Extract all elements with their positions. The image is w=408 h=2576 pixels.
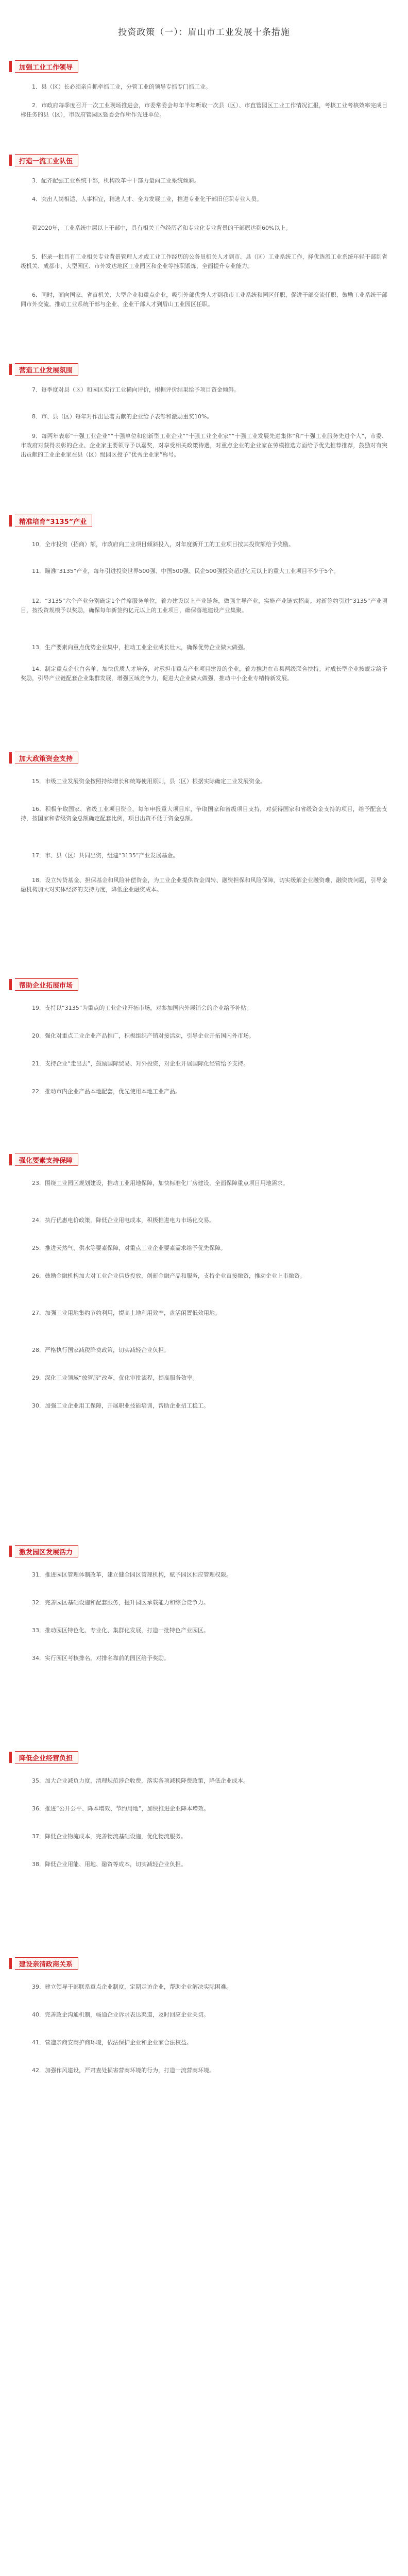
paragraph: 7．每季度对县（区）和园区实行工业横向评价，根据评价结果给予项目资金倾斜。 <box>32 386 240 393</box>
section-title: 激发园区发展活力 <box>15 1545 78 1557</box>
paragraph: 23．围绕工业园区规划建设，推动工业用地保障，加快标准化厂房建设，全面保障重点项目用地需求。 <box>32 1180 288 1187</box>
paragraph: 14．制定重点企业白名单，加快优质人才培养，对承担市重点产业项目建设的企业，着力推进在市县两级联合扶持。对成长型企业按规定给予奖励，引导产业链配套企业集群发展，增强区域竞争力，促进大企业做大做强，推动中小企业专精特新发展。 <box>21 666 387 682</box>
paragraph: 到2020年，工业系统中层以上干部中，具有相关工作经历者和专业化专业背景的干部原达到60%以上。 <box>32 225 292 231</box>
paragraph: 18．设立转贷基金、担保基金和风险补偿资金，为工业企业提供资金周转、融资担保和风险保障，切实缓解企业融资难、融资贵问题，引导金融机构加大对实体经济的支持力度，降低企业融资成本。 <box>21 877 387 893</box>
paragraph: 32．完善园区基础设施和配套服务，提升园区承载能力和综合竞争力。 <box>32 1599 209 1606</box>
paragraph: 25．推进天然气、供水等要素保障，对重点工业企业要素需求给予优先保障。 <box>32 1245 226 1251</box>
paragraph: 33．推动园区特色化、专业化、集群化发展，打造一批特色产业园区。 <box>32 1627 209 1634</box>
paragraph: 40．完善政企沟通机制，畅通企业诉求表达渠道，及时回应企业关切。 <box>32 2011 209 2018</box>
paragraph: 11．瞄准“3135”产业，每年引进投资世界500强、中国500强、民企500强投资超过亿元以上的重大工业项目不少于5个。 <box>32 568 339 574</box>
section-heading-5 <box>9 752 78 764</box>
paragraph: 35．加大企业减负力度，清理规范涉企收费，落实各项减税降费政策，降低企业成本。 <box>32 1777 249 1784</box>
section-marker <box>9 1546 12 1557</box>
section-marker <box>9 752 12 764</box>
paragraph: 39．建立领导干部联系重点企业制度，定期走访企业，帮助企业解决实际困难。 <box>32 1984 232 1990</box>
paragraph: 22．推动市内企业产品本地配套，优先使用本地工业产品。 <box>32 1088 181 1095</box>
paragraph: 27．加强工业用地集约节约利用，提高土地利用效率，盘活闲置低效用地。 <box>32 1310 220 1316</box>
paragraph: 9．每两年表彰“十强工业企业”“十强单位和创新型工业企业”“十强工业企业家”“十强工业发展先进集体”和“十强工业服务先进个人”，市委、市政府对获得表彰的企业、企业家主要领导予以嘉奖，对享受相关政策待遇，对重点企业的企业家在劳模推选方面给予优先推荐推荐，鼓励对有突出贡献的工业企业家在县（区）级园区授予“优秀企业家”称号。 <box>21 433 387 458</box>
paragraph: 15．市级工业发展资金按照持续增长和统筹使用原则，县（区）根据实际确定工业发展资金。 <box>32 778 266 785</box>
section-heading-8 <box>9 1546 78 1557</box>
section-marker <box>9 515 12 527</box>
paragraph: 41．营造亲商安商护商环境，依法保护企业和企业家合法权益。 <box>32 2039 192 2046</box>
section-heading-1 <box>9 61 78 72</box>
section-title: 营造工业发展氛围 <box>15 363 78 376</box>
section-heading-9 <box>9 1752 78 1763</box>
paragraph: 6．同时，面向国家、省直机关、大型企业和重点企业，吸引外部优秀人才到我市工业系统和园区任职，促进干部交流任职、鼓励工业系统干部同市外交流。推动工业系统干部与企业、企业干部人才到眉山工业园区任职。 <box>21 292 387 308</box>
section-heading-2 <box>9 155 78 166</box>
paragraph: 1．县（区）长必须亲自抓牵抓工业，分管工业的领导专抓专门抓工业。 <box>32 83 211 90</box>
section-title: 精准培育“3135”产业 <box>15 515 92 527</box>
paragraph: 34．实行园区考核排名，对排名靠前的园区给予奖励。 <box>32 1655 169 1662</box>
section-title: 强化要素支持保障 <box>15 1154 78 1166</box>
paragraph: 13．生产要素向重点优势企业集中，推动工业企业成长壮大，确保优势企业做大做强。 <box>32 644 249 651</box>
paragraph: 26．鼓励金融机构加大对工业企业信贷投放，创新金融产品和服务，支持企业直接融资，推动企业上市融资。 <box>32 1273 305 1279</box>
section-title: 加强工业工作领导 <box>15 60 78 73</box>
section-marker <box>9 1752 12 1763</box>
page-title: 投资政策（一）：眉山市工业发展十条措施 <box>118 27 290 38</box>
section-marker <box>9 364 12 375</box>
paragraph: 31．推进园区管理体制改革，建立健全园区管理机构，赋予园区相应管理权限。 <box>32 1571 232 1578</box>
paragraph: 4．突出人岗相适、人事相宜，精选人才、全力发展工业，推进专业化干部旧任职专业人员。 <box>32 196 262 202</box>
paragraph: 10．全市投资（招商）额，市政府向工业项目倾斜投入，对年度新开工的工业项目按其投资额给予奖励。 <box>32 541 294 548</box>
section-title: 帮助企业拓展市场 <box>15 978 78 991</box>
section-marker <box>9 155 12 166</box>
section-marker <box>9 1958 12 1969</box>
paragraph: 2．市政府每季度召开一次工业现场推进会，市委常委会每年半年听取一次县（区）、市直管园区工业工作情况汇报，考核工业考核效率完成目标任务的县（区），市政府管园区暨委会作所作先进单位。 <box>21 102 387 118</box>
paragraph: 24．执行优惠电价政策，降低企业用电成本，积极推进电力市场化交易。 <box>32 1217 215 1224</box>
paragraph: 29．深化工业领域“放管服”改革，优化审批流程，提高服务效率。 <box>32 1375 198 1381</box>
paragraph: 3．配齐配强工业系统干部，机构改革中干部力量向工业系统倾斜。 <box>32 177 200 184</box>
paragraph: 28．严格执行国家减税降费政策，切实减轻企业负担。 <box>32 1347 169 1353</box>
section-title: 降低企业经营负担 <box>15 1751 78 1764</box>
section-marker <box>9 979 12 990</box>
paragraph: 37．降低企业物流成本，完善物流基础设施，优化物流服务。 <box>32 1833 186 1840</box>
paragraph: 21．支持企业“走出去”，鼓励国际贸易、对外投资，对企业开展国际化经营给予支持。 <box>32 1060 249 1067</box>
paragraph: 36．推进“公开公平、降本增效、节约用地”，加快推进企业降本增效。 <box>32 1805 210 1812</box>
section-marker <box>9 61 12 72</box>
paragraph: 38．降低企业用能、用地、融资等成本，切实减轻企业负担。 <box>32 1861 186 1868</box>
paragraph: 30．加强工业企业用工保障，开展职业技能培训，帮助企业招工稳工。 <box>32 1402 209 1409</box>
section-heading-7 <box>9 1154 78 1165</box>
section-heading-10 <box>9 1958 78 1969</box>
section-marker <box>9 1154 12 1165</box>
section-heading-4 <box>9 515 92 527</box>
paragraph: 42．加强作风建设，严肃查处损害营商环境的行为，打造一流营商环境。 <box>32 2067 215 2074</box>
section-heading-3 <box>9 364 78 375</box>
section-title: 建设亲清政商关系 <box>15 1957 78 1970</box>
paragraph: 8．市、县（区）每年对作出显著贡献的企业给予表彰和激励重奖10%。 <box>32 413 213 420</box>
paragraph: 12．“3135”六个产业分别确定1个首席服务单位，着力建设以上产业链条，做强主导产业，实施产业链式招商。对新签约引进“3135”产业项目，按投资规模予以奖励，确保每年新签约亿元以上的工业项目，确保落地建设产业集聚。 <box>21 598 387 614</box>
paragraph: 16．积极争取国家、省级工业项目资金，每年申报重大项目库，争取国家和省级项目支持，对获得国家和省级资金支持的项目，给予配套支持，按国家和省级资金总额确定配套比例，项目出资不低于资金总额。 <box>21 806 387 822</box>
section-heading-6 <box>9 979 78 990</box>
section-title: 打造一流工业队伍 <box>15 154 78 166</box>
paragraph: 20．强化对重点工业企业产品推广，积极组织产销对接活动，引导企业开拓国内外市场。 <box>32 1032 254 1039</box>
paragraph: 5．招录一批具有工业相关专业背景管理人才或工业工作经历的公务员机关人才到市、县（区）工业系统工作，择优选派工业系统年轻干部到省级机关、成都市、大型园区、市外发达地区工业园区和企业等挂职锻炼，全面提升专业能力。 <box>21 253 387 269</box>
section-title: 加大政策资金支持 <box>15 752 78 764</box>
paragraph: 17．市、县（区）共同出资，组建“3135”产业发展基金。 <box>32 852 179 859</box>
paragraph: 19．支持以“3135”为重点的工业企业开拓市场，对参加国内外展销会的企业给予补贴。 <box>32 1005 252 1011</box>
